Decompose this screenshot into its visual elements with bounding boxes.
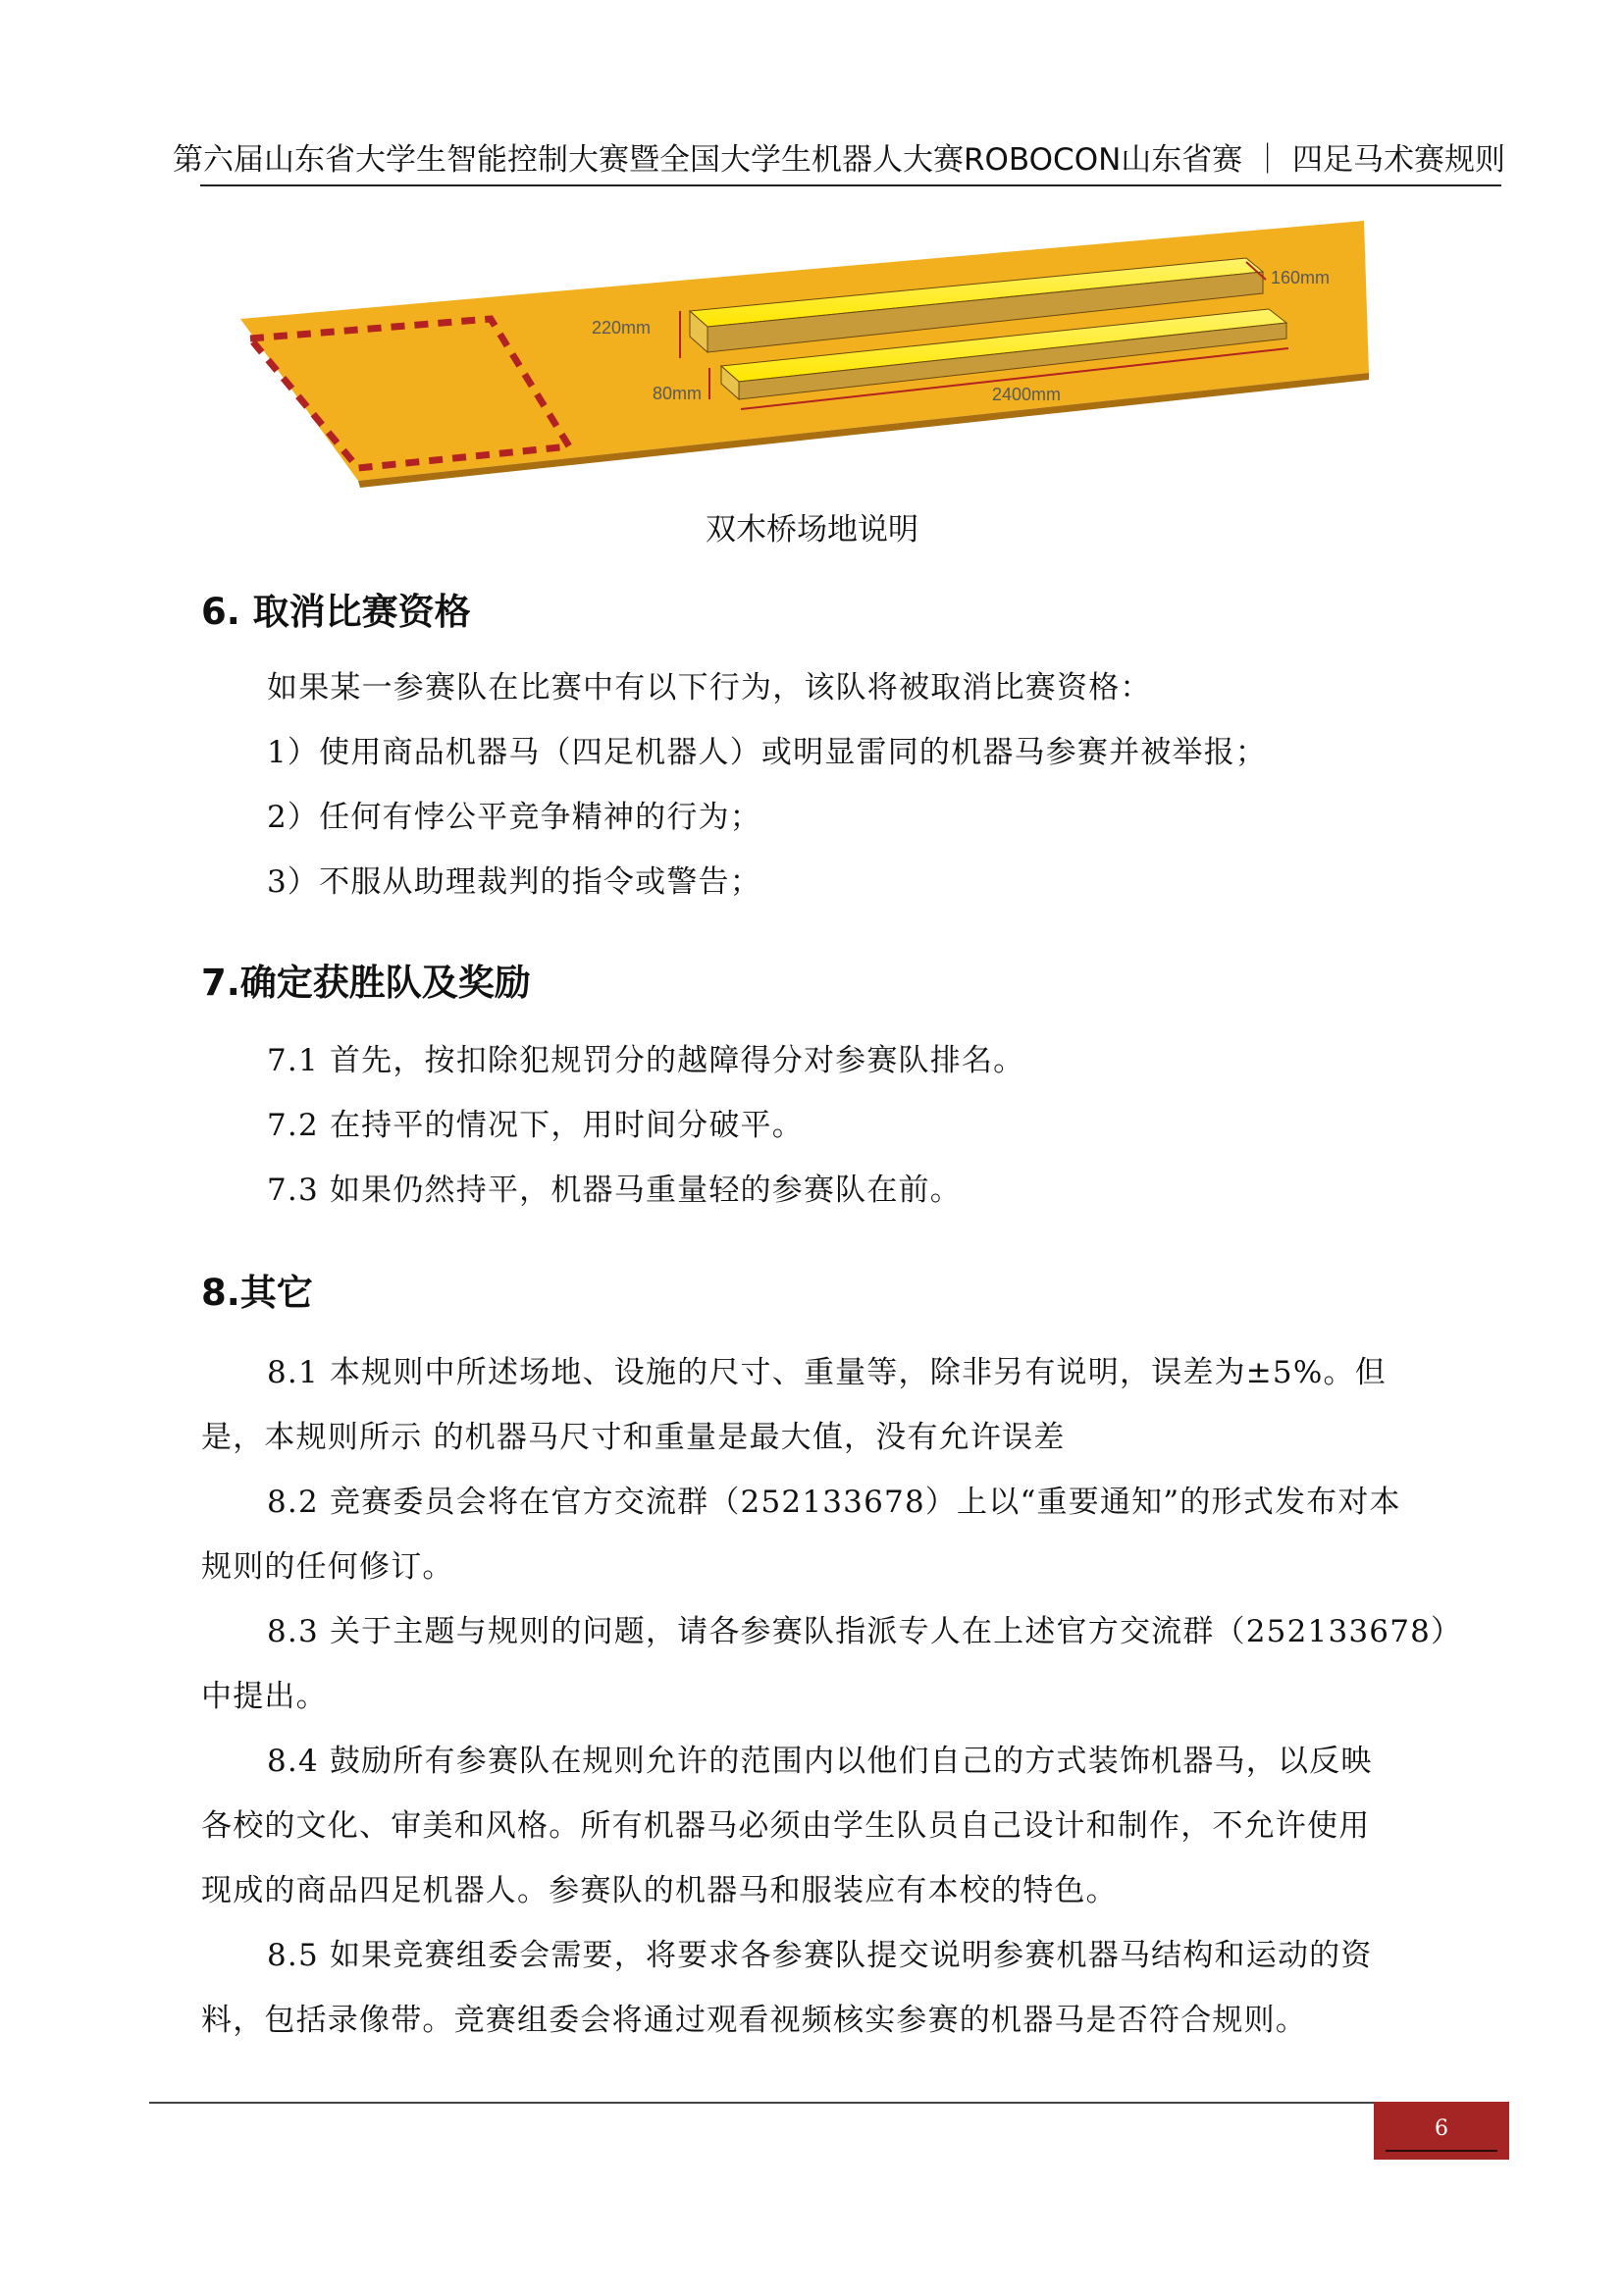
text-line: 7.1 首先，按扣除犯规罚分的越障得分对参赛队排名。 xyxy=(267,1043,1025,1078)
section-7-body xyxy=(201,1028,1477,1223)
section-heading-8: 8.其它 xyxy=(201,1272,313,1314)
text-line: 中提出。 xyxy=(201,1679,328,1714)
footer-divider xyxy=(149,2102,1490,2104)
text-line: 8.1 本规则中所述场地、设施的尺寸、重量等，除非另有说明，误差为±5%。但 xyxy=(267,1355,1387,1390)
text-line: 8.2 竞赛委员会将在官方交流群（252133678）上以“重要通知”的形式发布对本 xyxy=(267,1485,1401,1520)
text-line: 料，包括录像带。竞赛组委会将通过观看视频核实参赛的机器马是否符合规则。 xyxy=(201,2003,1307,2038)
page-number: 6 xyxy=(1435,2116,1448,2141)
text-line: 7.2 在持平的情况下，用时间分破平。 xyxy=(267,1108,804,1143)
section-8-body xyxy=(201,1340,1477,2053)
section-heading-7: 7.确定获胜队及奖励 xyxy=(201,962,531,1004)
double-beam-field-figure xyxy=(240,211,1379,500)
figure-caption: 双木桥场地说明 xyxy=(706,512,918,548)
page-number-underline xyxy=(1386,2150,1497,2152)
text-line: 3）不服从助理裁判的指令或警告； xyxy=(267,864,761,900)
field-diagram xyxy=(240,211,1379,500)
text-line: 现成的商品四足机器人。参赛队的机器马和服装应有本校的特色。 xyxy=(201,1873,1118,1908)
text-line: 7.3 如果仍然持平，机器马重量轻的参赛队在前。 xyxy=(267,1173,962,1208)
dim-label-160: 160mm xyxy=(1271,268,1331,287)
section-heading-6: 6. 取消比赛资格 xyxy=(201,591,471,633)
text-line: 2）任何有悖公平竞争精神的行为； xyxy=(267,800,761,835)
dim-label-220: 220mm xyxy=(592,318,652,338)
page-header-title: 第六届山东省大学生智能控制大赛暨全国大学生机器人大赛ROBOCON山东省赛 ｜ 四足马术赛规则 xyxy=(172,142,1505,178)
dim-label-2400: 2400mm xyxy=(992,385,1062,404)
text-line: 8.4 鼓励所有参赛队在规则允许的范围内以他们自己的方式装饰机器马，以反映 xyxy=(267,1744,1373,1779)
text-line: 规则的任何修订。 xyxy=(201,1549,454,1585)
text-line: 1）使用商品机器马（四足机器人）或明显雷同的机器马参赛并被举报； xyxy=(267,735,1268,770)
text-line: 如果某一参赛队在比赛中有以下行为，该队将被取消比赛资格： xyxy=(267,670,1152,705)
field-surface xyxy=(240,221,1369,481)
text-line: 8.3 关于主题与规则的问题，请各参赛队指派专人在上述官方交流群（252133678） xyxy=(267,1614,1463,1649)
section-6-body xyxy=(201,655,1477,914)
text-line: 8.5 如果竞赛组委会需要，将要求各参赛队提交说明参赛机器马结构和运动的资 xyxy=(267,1938,1373,1973)
text-line: 是，本规则所示 的机器马尺寸和重量是最大值，没有允许误差 xyxy=(201,1420,1066,1455)
dim-label-80: 80mm xyxy=(653,384,703,403)
header-divider xyxy=(200,184,1501,186)
page-number-badge xyxy=(1374,2102,1509,2160)
text-line: 各校的文化、审美和风格。所有机器马必须由学生队员自己设计和制作，不允许使用 xyxy=(201,1808,1371,1844)
